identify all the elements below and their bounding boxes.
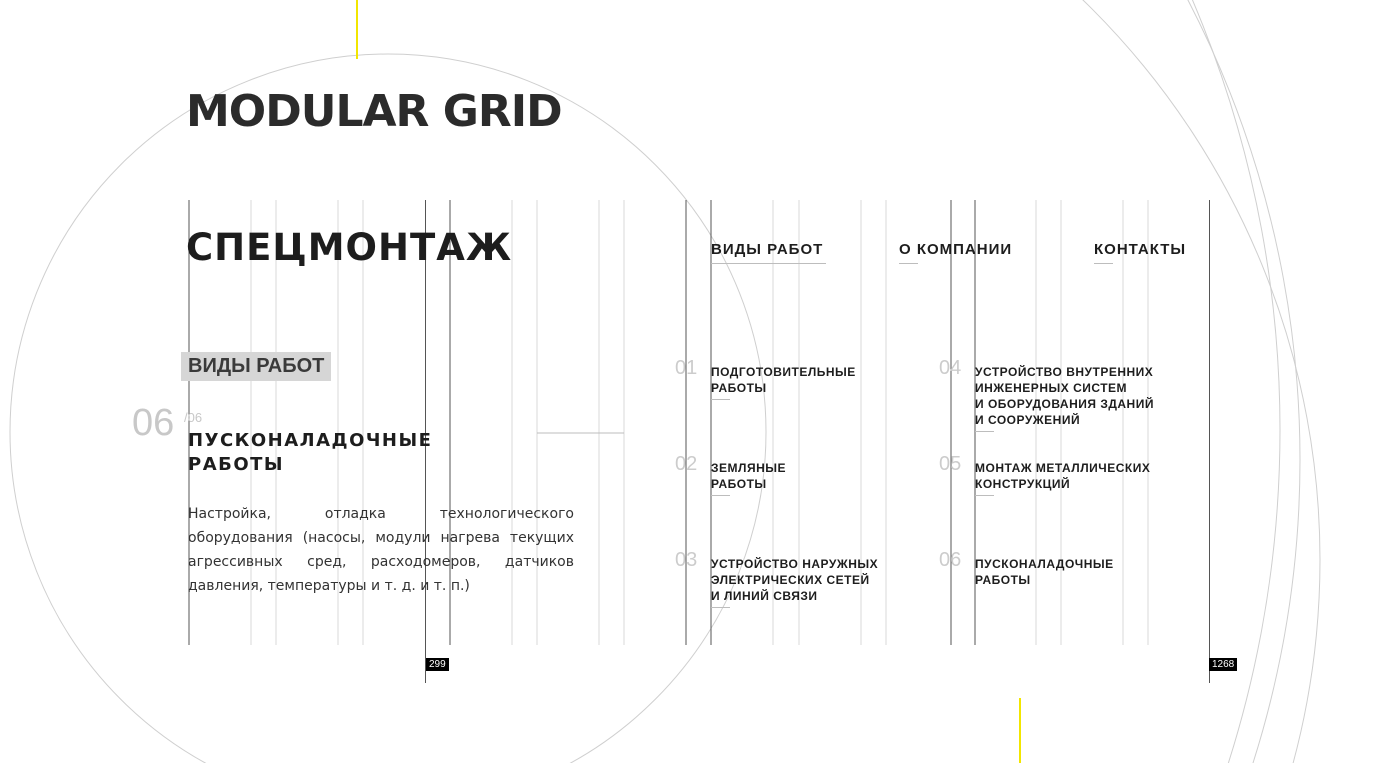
service-dash <box>711 495 730 496</box>
service-number: 05 <box>939 453 962 475</box>
service-dash <box>975 495 994 496</box>
service-number: 06 <box>939 549 962 571</box>
current-work-title: ПУСКОНАЛАДОЧНЫЕ РАБОТЫ <box>188 430 433 475</box>
service-number: 02 <box>675 453 698 475</box>
service-label: ПОДГОТОВИТЕЛЬНЫЕ РАБОТЫ <box>711 365 856 395</box>
nav-underline <box>899 263 918 264</box>
company-logo[interactable]: СПЕЦМОНТАЖ <box>186 226 513 269</box>
arc-small <box>10 54 766 763</box>
service-label: ЗЕМЛЯНЫЕ РАБОТЫ <box>711 461 786 491</box>
service-label: ПУСКОНАЛАДОЧНЫЕ РАБОТЫ <box>975 557 1114 587</box>
service-number: 01 <box>675 357 698 379</box>
slide-counter-total: /06 <box>184 410 203 425</box>
nav-underline <box>711 263 826 264</box>
nav-item-work-types[interactable] <box>711 241 823 258</box>
grid-width-label-right: 1268 <box>1209 658 1237 671</box>
service-number: 03 <box>675 549 698 571</box>
nav-item-contacts[interactable] <box>1094 241 1186 258</box>
nav-label: О КОМПАНИИ <box>899 241 1013 258</box>
grid-width-label-left: 299 <box>426 658 449 671</box>
service-dash <box>975 431 994 432</box>
current-work-description: Настройка, отладка технологического оборудования (насосы, модули нагрева текущих агрессивных сред, расходомеров, датчиков давления, температуры и т. д. и т. п.) <box>188 506 574 594</box>
service-dash <box>711 399 730 400</box>
service-dash <box>711 607 730 608</box>
service-label: МОНТАЖ МЕТАЛЛИЧЕСКИХ КОНСТРУКЦИЙ <box>975 461 1151 491</box>
nav-underline <box>1094 263 1113 264</box>
service-label: УСТРОЙСТВО НАРУЖНЫХ ЭЛЕКТРИЧЕСКИХ СЕТЕЙ И ЛИНИЙ СВЯЗИ <box>711 557 879 603</box>
slide-counter-current: 06 <box>132 402 175 444</box>
nav-label: ВИДЫ РАБОТ <box>711 241 824 258</box>
section-badge: ВИДЫ РАБОТ <box>181 352 331 381</box>
nav-label: КОНТАКТЫ <box>1094 241 1187 258</box>
page-title: MODULAR GRID <box>186 86 562 137</box>
nav-item-about[interactable] <box>899 241 1012 258</box>
service-label: УСТРОЙСТВО ВНУТРЕННИХ ИНЖЕНЕРНЫХ СИСТЕМ И ОБОРУДОВАНИЯ ЗДАНИЙ И СООРУЖЕНИЙ <box>975 365 1154 427</box>
service-number: 04 <box>939 357 962 379</box>
